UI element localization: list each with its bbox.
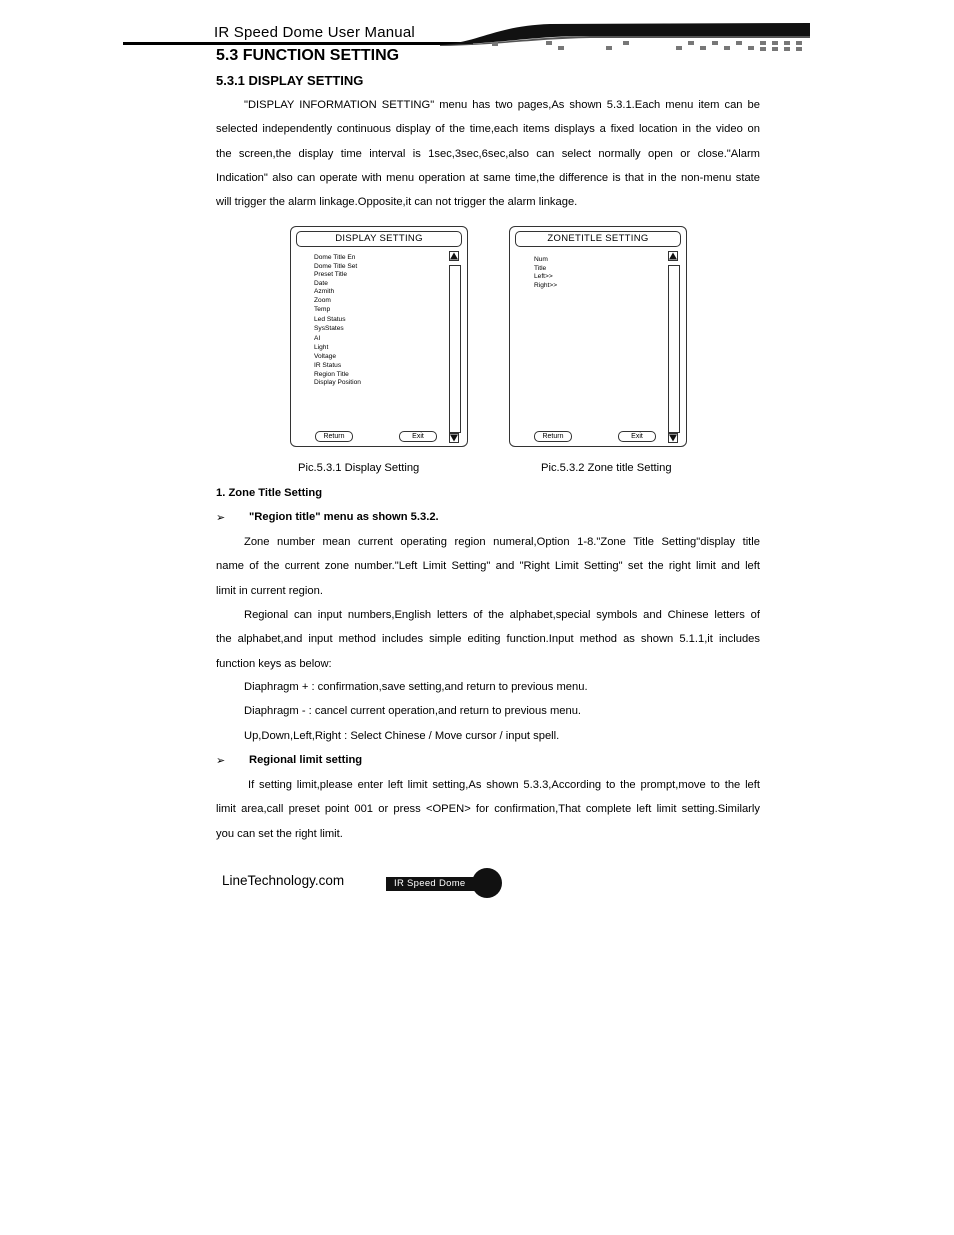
limit-para-line-3: you can set the right limit. — [216, 827, 343, 840]
menu-item[interactable]: Date — [314, 279, 328, 287]
menu-item[interactable]: Region Title — [314, 370, 349, 378]
display-setting-menu — [314, 254, 361, 388]
menu-item[interactable]: Display Position — [314, 379, 361, 387]
input-para-line-2: the alphabet,and input method includes simple editing function.Input method as shown 5.1.1,it includes — [216, 633, 760, 646]
menu-item[interactable]: Title — [534, 264, 547, 272]
menu-item[interactable]: Dome Title Set — [314, 262, 358, 270]
menu-item[interactable]: Right>> — [534, 281, 558, 289]
input-para-line-3: function keys as below: — [216, 657, 332, 670]
menu-item[interactable]: Azmith — [314, 288, 335, 296]
exit-button[interactable]: Exit — [399, 431, 437, 442]
intro-line-4: Indication" also can operate with menu operation at same time,the difference is that in the non-menu state — [216, 171, 760, 184]
menu-item[interactable]: IR Status — [314, 362, 342, 370]
intro-line-5: will trigger the alarm linkage.Opposite,it can not trigger the alarm linkage. — [216, 196, 578, 209]
regional-input-paragraph — [216, 603, 760, 676]
caption-zone-title-setting: Pic.5.3.2 Zone title Setting — [541, 462, 672, 474]
manual-title: IR Speed Dome User Manual — [214, 24, 415, 41]
header-dot-pattern — [490, 40, 810, 54]
display-setting-title: DISPLAY SETTING — [296, 231, 462, 247]
regional-limit-bullet: Regional limit setting — [249, 754, 363, 766]
zone-title-setting-screen — [509, 226, 687, 447]
exit-button[interactable]: Exit — [618, 431, 656, 442]
zone-para-line-3: limit in current region. — [216, 584, 323, 597]
intro-line-2: selected independently continuous display of the time,each items displays a fixed location in the video on — [216, 123, 760, 136]
function-key-3: Up,Down,Left,Right : Select Chinese / Move cursor / input spell. — [244, 730, 560, 742]
zone-para-line-1: Zone number mean current operating region numeral,Option 1-8."Zone Title Setting"display title — [244, 536, 760, 548]
menu-item[interactable]: SysStates — [314, 324, 344, 332]
limit-para-line-1: If setting limit,please enter left limit setting,As shown 5.3.3,According to the prompt,move to the left — [248, 779, 760, 791]
menu-item[interactable]: Zoom — [314, 296, 331, 304]
intro-line-3: the screen,the display time interval is 1sec,3sec,6sec,also can select normally open or close."Alarm — [216, 147, 760, 160]
zone-para-line-2: name of the current zone number."Left Limit Setting" and "Right Limit Setting" set the right limit and left — [216, 560, 760, 573]
section-title: 5.3 FUNCTION SETTING — [216, 47, 400, 64]
menu-item[interactable]: AI — [314, 335, 321, 343]
menu-item[interactable]: Temp — [314, 305, 331, 313]
menu-item[interactable]: Voltage — [314, 352, 336, 360]
scrollbar-track[interactable] — [449, 265, 461, 433]
return-button[interactable]: Return — [315, 431, 353, 442]
function-key-2: Diaphragm - : cancel current operation,and return to previous menu. — [244, 705, 582, 717]
display-setting-screen — [290, 226, 468, 447]
badge-text: IR Speed Dome — [394, 878, 466, 889]
scroll-up-icon[interactable] — [668, 251, 678, 261]
menu-item[interactable]: Light — [314, 343, 329, 351]
return-button[interactable]: Return — [534, 431, 572, 442]
zone-title-menu — [534, 256, 557, 290]
bullet-arrow-icon: ➢ — [216, 755, 226, 767]
menu-item[interactable]: Preset Title — [314, 271, 347, 279]
header-rule — [123, 42, 473, 45]
input-para-line-1: Regional can input numbers,English letters of the alphabet,special symbols and Chinese letters of — [244, 609, 760, 621]
menu-item[interactable]: Left>> — [534, 273, 553, 281]
zone-number-paragraph — [216, 530, 760, 603]
scrollbar-track[interactable] — [668, 265, 680, 433]
region-title-bullet: "Region title" menu as shown 5.3.2. — [249, 511, 439, 523]
zone-title-setting-title: ZONETITLE SETTING — [515, 231, 681, 247]
subsection-title: 5.3.1 DISPLAY SETTING — [216, 73, 364, 88]
menu-item[interactable]: Led Status — [314, 316, 346, 324]
bullet-arrow-icon: ➢ — [216, 512, 226, 524]
function-key-1: Diaphragm + : confirmation,save setting,and return to previous menu. — [244, 681, 588, 693]
footer-badge — [386, 868, 504, 898]
scroll-up-icon[interactable] — [449, 251, 459, 261]
regional-limit-paragraph — [216, 773, 760, 846]
menu-item[interactable]: Dome Title En — [314, 254, 356, 261]
zone-title-heading: 1. Zone Title Setting — [216, 487, 323, 499]
intro-line-1: "DISPLAY INFORMATION SETTING" menu has two pages,As shown 5.3.1.Each menu item can be — [244, 99, 760, 111]
footer-website: LineTechnology.com — [222, 873, 345, 888]
scroll-down-icon[interactable] — [449, 433, 459, 443]
menu-item[interactable]: Num — [534, 256, 548, 263]
caption-display-setting: Pic.5.3.1 Display Setting — [298, 462, 420, 474]
intro-paragraph — [216, 93, 760, 214]
limit-para-line-2: limit area,call preset point 001 or press <OPEN> for confirmation,That complete left limit setting.Similarly — [216, 803, 760, 816]
scroll-down-icon[interactable] — [668, 433, 678, 443]
